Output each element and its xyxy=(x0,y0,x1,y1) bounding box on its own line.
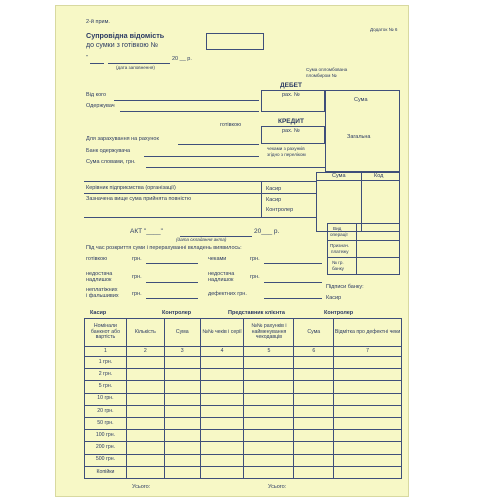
table-cell[interactable] xyxy=(244,405,294,417)
credit-to-label: Для зарахування на рахунок xyxy=(86,136,159,142)
shortage-line-2 xyxy=(264,282,322,283)
denom-cell: 100 грн. xyxy=(85,430,127,442)
cashier1-label: Касир xyxy=(266,186,282,192)
table-cell[interactable] xyxy=(244,454,294,466)
group-cashier: Касир xyxy=(90,310,107,316)
table-cell[interactable] xyxy=(200,417,244,429)
table-cell[interactable] xyxy=(164,430,200,442)
defective-line xyxy=(264,298,322,299)
th-quantity: Кількість xyxy=(126,319,164,347)
form-subtitle: до сумки з готівкою № xyxy=(86,42,159,49)
confirm-label: Зазначена вище сума прийнята повністю xyxy=(86,196,192,202)
table-row xyxy=(85,357,402,369)
checks-caption-1: чеками з рахунків xyxy=(267,146,305,151)
table-cell[interactable] xyxy=(334,357,402,369)
credit-to-line xyxy=(178,144,259,145)
group-controller-1: Контролер xyxy=(162,310,192,316)
debit-account-label: рах. № xyxy=(282,92,300,98)
table-cell[interactable] xyxy=(200,381,244,393)
purpose-1: Признач. xyxy=(330,243,350,248)
bank-label: Банк одержувача xyxy=(86,148,131,154)
table-cell[interactable] xyxy=(126,454,164,466)
table-cell[interactable] xyxy=(200,357,244,369)
table-row xyxy=(85,417,402,429)
act-uah-4: грн. xyxy=(250,274,260,280)
credit-account-label: рах. № xyxy=(282,128,300,134)
copy-note: 2-й прим. xyxy=(86,19,110,25)
table-cell[interactable] xyxy=(164,381,200,393)
table-cell[interactable] xyxy=(334,369,402,381)
act-cash-line xyxy=(146,263,198,264)
table-cell[interactable] xyxy=(294,357,334,369)
col-num-1: 1 xyxy=(85,347,127,357)
th-sum: Сума xyxy=(164,319,200,347)
invalid-2: і фальшивих xyxy=(86,293,119,299)
act-label: АКТ "____" xyxy=(130,228,163,235)
table-cell[interactable] xyxy=(164,357,200,369)
denomination-table xyxy=(84,318,402,479)
table-cell[interactable] xyxy=(294,454,334,466)
table-cell[interactable] xyxy=(294,442,334,454)
col-num-7: 7 xyxy=(334,347,402,357)
sum-words-line xyxy=(146,167,325,168)
col-num-2: 2 xyxy=(126,347,164,357)
date-year: 20 __ р. xyxy=(172,56,192,62)
table-cell[interactable] xyxy=(164,454,200,466)
op-box-line-2 xyxy=(327,257,400,258)
total-label: Загальна xyxy=(347,134,371,140)
table-cell[interactable] xyxy=(164,442,200,454)
table-cell[interactable] xyxy=(244,381,294,393)
defective-label: дефектних грн. xyxy=(208,291,247,297)
from-line xyxy=(114,100,259,101)
op-type-1: Вид xyxy=(333,226,342,231)
th-denomination: Номінали банкнот або вартість xyxy=(85,319,127,347)
table-cell[interactable] xyxy=(294,393,334,405)
table-cell[interactable] xyxy=(244,393,294,405)
col-num-5: 5 xyxy=(244,347,294,357)
table-cell[interactable] xyxy=(164,369,200,381)
seal-caption-2: пломбиром № xyxy=(306,73,337,78)
table-cell[interactable] xyxy=(126,417,164,429)
table-row xyxy=(85,442,402,454)
th-accounts: №№ рахунків і найменування чекодавців xyxy=(244,319,294,347)
table-cell[interactable] xyxy=(294,381,334,393)
table-cell[interactable] xyxy=(200,430,244,442)
denom-cell: Копійки xyxy=(85,466,127,478)
table-cell[interactable] xyxy=(200,405,244,417)
table-cell[interactable] xyxy=(244,442,294,454)
op-box-divider xyxy=(356,223,357,275)
shortage-3: недостача xyxy=(208,271,235,277)
invalid-line xyxy=(146,298,198,299)
table-cell[interactable] xyxy=(164,393,200,405)
table-cell[interactable] xyxy=(164,417,200,429)
bag-number-field[interactable] xyxy=(206,33,264,50)
mid-line-2 xyxy=(84,193,316,194)
form-sheet xyxy=(56,6,408,496)
denom-cell: 200 грн. xyxy=(85,442,127,454)
table-cell[interactable] xyxy=(334,417,402,429)
group-client: Представник клієнта xyxy=(228,310,285,316)
table-cell[interactable] xyxy=(126,381,164,393)
total-label-2: Усього: xyxy=(268,484,287,490)
shortage-line-1 xyxy=(146,282,198,283)
table-cell[interactable] xyxy=(126,393,164,405)
table-row xyxy=(85,369,402,381)
th-checks: №№ чеків і серії xyxy=(200,319,244,347)
op-box-line-1 xyxy=(327,240,400,241)
total-label-1: Усього: xyxy=(132,484,151,490)
sum-words-label: Сума словами, грн. xyxy=(86,159,136,165)
table-cell[interactable] xyxy=(334,393,402,405)
act-uah-5: грн. xyxy=(132,291,142,297)
seal-caption-1: Сума опломбована xyxy=(306,67,348,72)
denom-cell: 20 грн. xyxy=(85,405,127,417)
col-num-4: 4 xyxy=(200,347,244,357)
table-cell[interactable] xyxy=(294,466,334,478)
mid-line-3 xyxy=(84,217,316,218)
table-cell[interactable] xyxy=(294,369,334,381)
debit-label: ДЕБЕТ xyxy=(280,82,302,89)
table-cell[interactable] xyxy=(164,466,200,478)
act-intro: Під час розкриття суми і перерахуванні вкладень виявилось: xyxy=(86,245,242,251)
sum-code-header-line xyxy=(316,180,400,181)
table-cell[interactable] xyxy=(334,454,402,466)
table-cell[interactable] xyxy=(334,405,402,417)
acc-bank-2: банку xyxy=(332,266,344,271)
date-caption: (дата заповнення) xyxy=(116,65,155,70)
date-quote-open: " xyxy=(86,55,88,61)
act-date-caption: (дата складання акта) xyxy=(176,237,227,242)
date-day-line xyxy=(90,63,104,64)
mid-divider xyxy=(261,181,262,217)
table-cell[interactable] xyxy=(200,393,244,405)
act-uah-3: грн. xyxy=(132,274,142,280)
table-cell[interactable] xyxy=(126,466,164,478)
table-cell[interactable] xyxy=(126,357,164,369)
table-cell[interactable] xyxy=(200,466,244,478)
act-cashier: Касир xyxy=(326,295,342,301)
table-cell[interactable] xyxy=(244,417,294,429)
denom-cell: 500 грн. xyxy=(85,454,127,466)
receiver-label: Одержувач xyxy=(86,103,115,109)
table-cell[interactable] xyxy=(200,454,244,466)
denom-cell: 5 грн. xyxy=(85,381,127,393)
sum-label: Сума xyxy=(354,97,368,103)
form-title: Супровідна відомість xyxy=(86,31,165,40)
table-cell[interactable] xyxy=(334,381,402,393)
acc-bank-1: № гр. xyxy=(332,260,344,265)
col-num-6: 6 xyxy=(294,347,334,357)
invalid-1: неплатіжних xyxy=(86,287,118,293)
head-label: Керівник підприємства (організації) xyxy=(86,185,176,191)
checks-caption-2: згідно з переліком xyxy=(267,152,306,157)
table-row xyxy=(85,430,402,442)
table-cell[interactable] xyxy=(334,466,402,478)
th-defective: Відмітка про дефектні чеки xyxy=(334,319,402,347)
appendix-label: Додаток № 6 xyxy=(370,27,398,32)
table-cell[interactable] xyxy=(294,417,334,429)
shortage-4: надлишок xyxy=(208,277,234,283)
table-cell[interactable] xyxy=(164,405,200,417)
table-cell[interactable] xyxy=(244,369,294,381)
table-cell[interactable] xyxy=(334,430,402,442)
denom-cell: 2 грн. xyxy=(85,369,127,381)
table-cell[interactable] xyxy=(200,369,244,381)
bank-line xyxy=(144,156,259,157)
act-uah-2: грн. xyxy=(250,256,260,262)
date-month-line xyxy=(108,63,170,64)
mid-sum-label: Сума xyxy=(332,173,346,179)
table-cell[interactable] xyxy=(126,430,164,442)
shortage-1: недостача xyxy=(86,271,113,277)
op-type-2: операції xyxy=(330,232,348,237)
table-cell[interactable] xyxy=(244,430,294,442)
controller-label: Контролер xyxy=(266,207,294,213)
mid-code-label: Код xyxy=(374,173,384,179)
act-uah-1: грн. xyxy=(132,256,142,262)
group-controller-2: Контролер xyxy=(324,310,354,316)
table-row xyxy=(85,454,402,466)
table-number-row xyxy=(85,347,402,357)
table-cell[interactable] xyxy=(334,442,402,454)
denom-cell: 50 грн. xyxy=(85,417,127,429)
cashier2-label: Касир xyxy=(266,197,282,203)
table-cell[interactable] xyxy=(244,466,294,478)
from-label: Від кого xyxy=(86,92,107,98)
table-row xyxy=(85,381,402,393)
purpose-2: платежу xyxy=(331,249,349,254)
th-sum-2: Сума xyxy=(294,319,334,347)
table-row xyxy=(85,393,402,405)
act-cash-label: готівкою xyxy=(86,256,108,262)
table-cell[interactable] xyxy=(126,405,164,417)
table-row xyxy=(85,405,402,417)
act-checks-line xyxy=(264,263,322,264)
table-row xyxy=(85,466,402,478)
credit-label: КРЕДИТ xyxy=(278,118,304,125)
table-cell[interactable] xyxy=(126,369,164,381)
table-cell[interactable] xyxy=(126,442,164,454)
denom-cell: 10 грн. xyxy=(85,393,127,405)
receiver-line xyxy=(120,111,259,112)
table-cell[interactable] xyxy=(200,442,244,454)
table-header-row xyxy=(85,319,402,347)
bank-signatures: Підписи банку: xyxy=(326,284,364,290)
mid-top-line xyxy=(84,181,316,182)
cash-label: готівкою xyxy=(220,122,242,128)
col-num-3: 3 xyxy=(164,347,200,357)
table-cell[interactable] xyxy=(244,357,294,369)
denom-cell: 1 грн. xyxy=(85,357,127,369)
act-year: 20___ р. xyxy=(254,228,280,235)
table-cell[interactable] xyxy=(294,405,334,417)
shortage-2: надлишок xyxy=(86,277,112,283)
act-checks-label: чеками xyxy=(208,256,227,262)
table-cell[interactable] xyxy=(294,430,334,442)
